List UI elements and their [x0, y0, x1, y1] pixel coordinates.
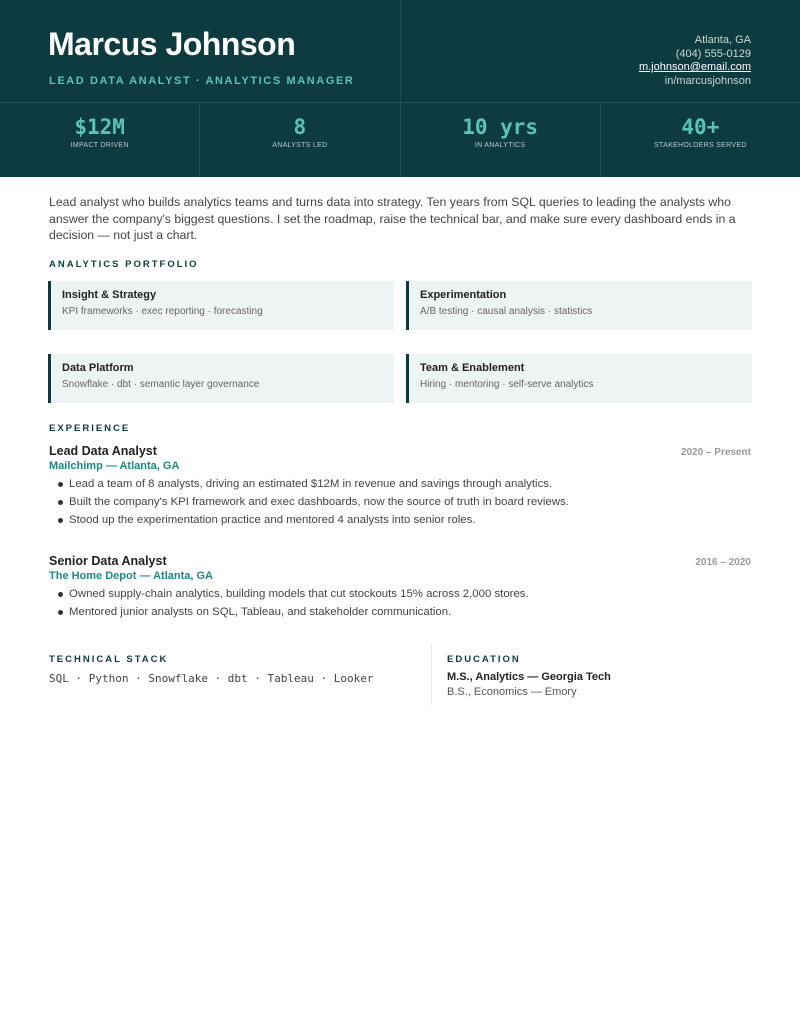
education-degree: M.S., Analytics — Georgia Tech	[447, 671, 611, 683]
contact-phone: (404) 555-0129	[675, 47, 751, 60]
metric-impact	[0, 103, 200, 177]
metric-analysts	[200, 103, 400, 177]
metric-value: $12M	[74, 115, 125, 139]
metric-label: IMPACT DRIVEN	[70, 142, 129, 149]
portfolio-card-team	[406, 354, 752, 403]
header-top	[0, 0, 800, 102]
card-title: Data Platform	[62, 362, 134, 374]
stack-section-title: TECHNICAL STACK	[49, 654, 169, 665]
summary-paragraph: Lead analyst who builds analytics teams and turns data into strategy. Ten years from SQL queries to leading the analysts who answer the company's biggest questions. I set the roadmap, raise the technical bar, and make sure every dashboard ends in a decision — not just a chart.	[49, 195, 736, 242]
stack-list: SQL · Python · Snowflake · dbt · Tableau · Looker	[49, 672, 374, 685]
metric-value: 10 yrs	[462, 115, 539, 139]
education-section-title: EDUCATION	[447, 654, 521, 665]
header-divider	[400, 0, 401, 102]
list-item: Mentored junior analysts on SQL, Tableau, and stakeholder communication.	[58, 603, 529, 621]
portfolio-card-platform	[48, 354, 394, 403]
job-company: Mailchimp — Atlanta, GA	[49, 460, 180, 472]
experience-section-title: EXPERIENCE	[49, 423, 131, 434]
contact-block	[639, 34, 751, 88]
metric-label: STAKEHOLDERS SERVED	[654, 142, 747, 149]
card-title: Experimentation	[420, 289, 507, 301]
metric-stakeholders	[601, 103, 800, 177]
portfolio-card-experimentation	[406, 281, 752, 330]
list-item: Stood up the experimentation practice and mentored 4 analysts into senior roles.	[58, 511, 569, 529]
metric-label: IN ANALYTICS	[474, 142, 526, 149]
metrics-bar	[0, 103, 800, 177]
job-title: Senior Data Analyst	[49, 554, 167, 568]
card-subtitle: KPI frameworks · exec reporting · forecasting	[62, 306, 263, 317]
metric-label: ANALYSTS LED	[272, 142, 328, 149]
job-title: Lead Data Analyst	[49, 444, 157, 458]
card-subtitle: Hiring · mentoring · self-serve analytics	[420, 379, 594, 390]
contact-location: Atlanta, GA	[694, 34, 751, 46]
metric-value: 8	[293, 115, 307, 139]
job-bullets	[58, 585, 529, 621]
portfolio-section-title: ANALYTICS PORTFOLIO	[49, 259, 199, 270]
card-title: Insight & Strategy	[62, 289, 157, 301]
metric-value: 40+	[681, 115, 720, 139]
education-secondary: B.S., Economics — Emory	[447, 686, 577, 698]
column-divider	[431, 644, 432, 705]
metric-years	[401, 103, 601, 177]
contact-email-link[interactable]: m.johnson@email.com	[638, 61, 751, 74]
candidate-name: Marcus Johnson	[48, 26, 296, 62]
card-subtitle: Snowflake · dbt · semantic layer governance	[62, 379, 260, 390]
resume-header	[0, 0, 800, 177]
job-dates: 2020 – Present	[680, 447, 751, 458]
card-subtitle: A/B testing · causal analysis · statistics	[420, 306, 593, 317]
card-title: Team & Enablement	[420, 362, 525, 374]
job-bullets	[58, 475, 569, 530]
portfolio-card-insight	[48, 281, 394, 330]
list-item: Built the company's KPI framework and exec dashboards, now the source of truth in board reviews.	[58, 493, 569, 511]
list-item: Lead a team of 8 analysts, driving an estimated $12M in revenue and savings through analytics.	[58, 475, 569, 493]
job-dates: 2016 – 2020	[695, 557, 751, 568]
list-item: Owned supply-chain analytics, building models that cut stockouts 15% across 2,000 stores.	[58, 585, 529, 603]
job-company: The Home Depot — Atlanta, GA	[49, 570, 213, 582]
candidate-role: LEAD DATA ANALYST · ANALYTICS MANAGER	[49, 75, 355, 87]
contact-linkedin: in/marcusjohnson	[664, 74, 751, 87]
